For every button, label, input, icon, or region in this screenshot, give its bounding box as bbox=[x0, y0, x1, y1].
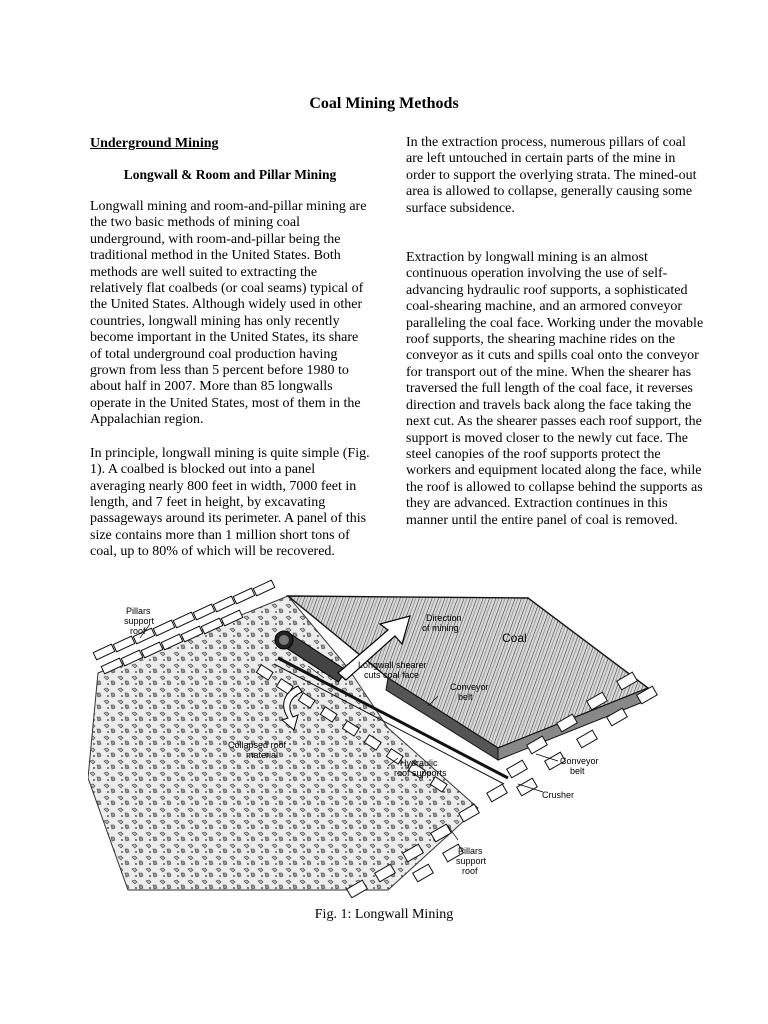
label-collapsed-roof: Collapsed roof material bbox=[228, 740, 287, 760]
figure-caption: Fig. 1: Longwall Mining bbox=[314, 907, 454, 922]
paragraph: Extraction by longwall mining is an almost continuous operation involving the use of self-advancing hydraulic roof supports, a sophisticated coal-shearing machine, and an armored conveyor paralleling the coal face. Working under the movable roof supports, the shearing machine rides on the conveyor as it cuts and spills coal onto the conveyor for transport out of the mine. When the shearer has traversed the full length of the coal face, it reverses direction and travels back along the face taking the next cut. As the shearer passes each roof support, the support is moved closer to the newly cut face. The steel canopies of the roof supports protect the workers and equipment located along the face, while the roof is allowed to collapse behind the supports as they are advanced. Extraction continues in this manner until the entire panel of coal is removed. bbox=[406, 250, 704, 528]
longwall-diagram bbox=[88, 578, 688, 898]
right-column bbox=[406, 135, 706, 529]
label-crusher: Crusher bbox=[542, 790, 575, 800]
label-coal: Coal bbox=[502, 631, 527, 645]
label-conveyor-belt-right: Conveyor belt bbox=[560, 756, 599, 776]
paragraph: In the extraction process, numerous pillars of coal are left untouched in certain parts of the mine in order to support the overlying strata. The mined-out area is allowed to collapse, generally causing some surface subsidence. bbox=[406, 135, 697, 216]
page-title: Coal Mining Methods bbox=[309, 95, 459, 112]
label-longwall-shearer: Longwall shearer cuts coal face bbox=[358, 660, 427, 680]
label-conveyor-belt-top: Conveyor belt bbox=[450, 682, 489, 702]
longwall-mining-figure bbox=[88, 578, 688, 898]
label-pillars-bottom: Pillars support roof bbox=[456, 846, 487, 876]
label-direction-of-mining: Direction of mining bbox=[422, 613, 462, 633]
section-heading: Underground Mining bbox=[90, 136, 219, 151]
label-hydraulic-supports: Hydraulic roof supports bbox=[394, 758, 447, 778]
left-column bbox=[90, 136, 370, 561]
paragraph: Longwall mining and room-and-pillar mining are the two basic methods of mining coal underground, with room-and-pillar being the traditional method in the United States. Both methods are well suited to extracting the relatively flat coalbeds (or coal seams) typical of the United States. Although widely used in other countries, longwall mining has only recently become important in the United States, its share of total underground coal production having grown from less than 5 percent before 1980 to about half in 2007. More than 85 longwalls operate in the United States, most of them in the Appalachian region. bbox=[90, 199, 367, 428]
paragraph: In principle, longwall mining is quite simple (Fig. 1). A coalbed is blocked out into a panel averaging nearly 800 feet in width, 7000 feet in length, and 7 feet in height, by excavating passageways around its perimeter. A panel of this size contains more than 1 million short tons of coal, up to 80% of which will be recovered. bbox=[90, 445, 370, 560]
subsection-heading: Longwall & Room and Pillar Mining bbox=[123, 167, 337, 182]
label-pillars-top: Pillars support roof bbox=[124, 606, 155, 636]
